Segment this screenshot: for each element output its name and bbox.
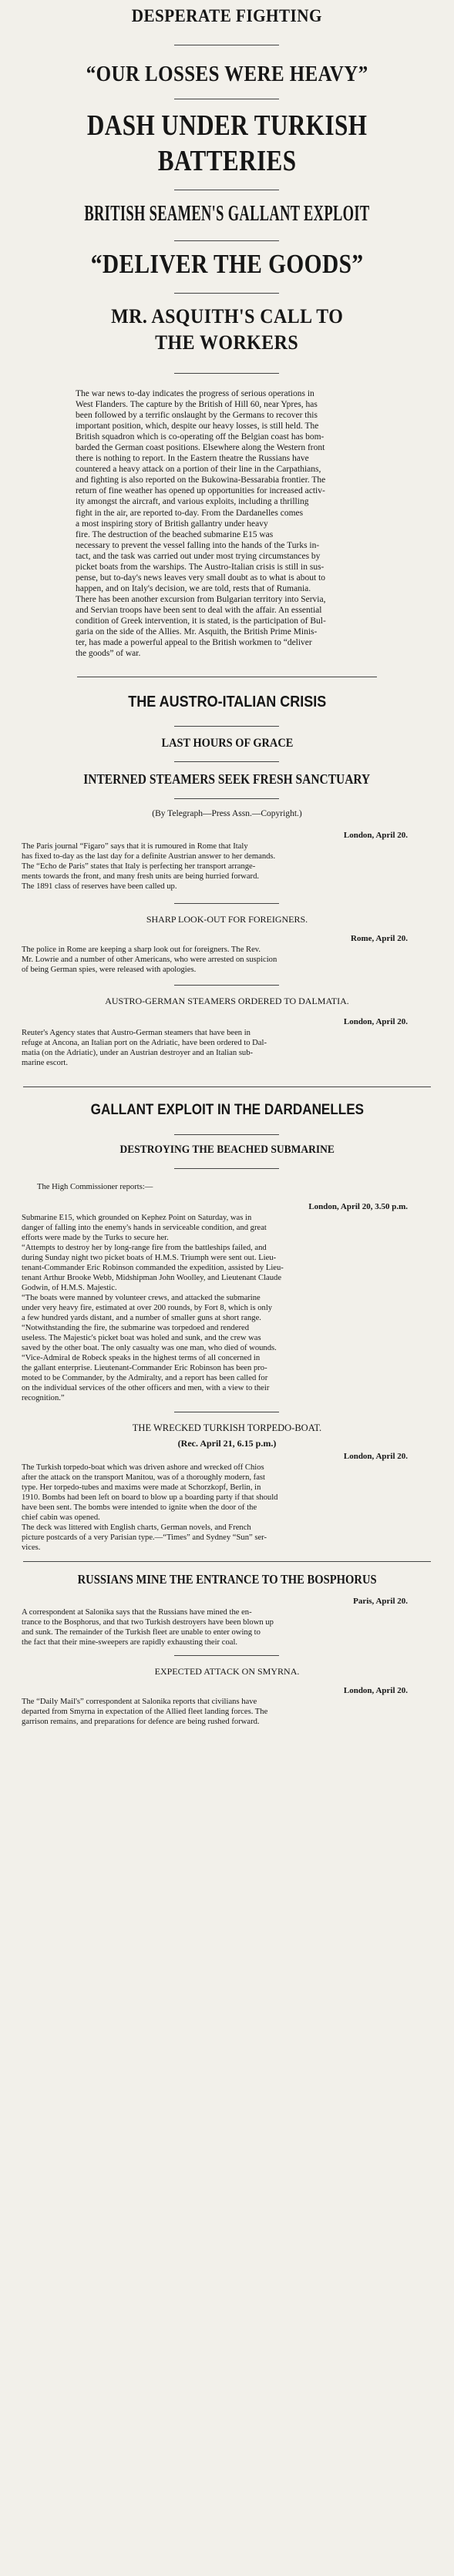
text-line: marine escort. [22,1059,69,1067]
divider-rule [174,293,279,294]
text-line: chief cabin was opened. [22,1513,100,1522]
text-line: “Notwithstanding the fire, the submarine was torpedoed and rendered [22,1324,250,1332]
text-line: under very heavy fire, estimated at over 200 rounds, by Fort 8, which is only [22,1304,273,1312]
dardanelles-paragraph-e15 [22,1213,429,1403]
text-line: condition of Greek intervention, it is stated, is the participation of Bul- [76,616,326,626]
divider-rule [23,1086,431,1087]
text-line: Godwin, of H.M.S. Majestic. [22,1284,117,1292]
text-line: 1910. Bombs had been left on board to blow up a boarding party if that should [22,1493,278,1502]
text-line: matia (on the Adriatic), under an Austrian destroyer and an Italian sub- [22,1049,254,1057]
crisis-date-london: London, April 20. [343,831,408,840]
divider-rule [174,240,279,241]
text-line: garrison remains, and preparations for defence are being rushed forward. [22,1718,260,1726]
dardanelles-subtitle: DESTROYING THE BEACHED SUBMARINE [119,1144,335,1156]
text-line: has fixed to-day as the last day for a definite Austrian answer to her demands. [22,852,276,861]
text-line: “The boats were manned by volunteer crews, and attacked the submarine [22,1294,261,1302]
headline-our-losses: “OUR LOSSES WERE HEAVY” [86,62,368,86]
text-line: tenant-Commander Eric Robinson commanded the expedition, assisted by Lieu- [22,1264,284,1272]
text-line: pense, but to-day's news leaves very small doubt as to what is about to [76,573,326,583]
crisis-subtitle: LAST HOURS OF GRACE [161,737,293,750]
crisis-title: THE AUSTRO-ITALIAN CRISIS [127,694,326,710]
crisis-date-london-2: London, April 20. [343,1017,408,1026]
text-line: picture postcards of a very Parisian type.—“Times” and Sydney “Sun” ser- [22,1533,267,1542]
bosphorus-date-paris: Paris, April 20. [353,1597,408,1606]
text-line: of being German spies, were released with apologies. [22,966,197,974]
text-line: The Paris journal “Figaro” says that it is rumoured in Rome that Italy [22,842,248,851]
text-line: vices. [22,1543,41,1552]
headline-dash-under-turkish: DASH UNDER TURKISH [86,109,368,142]
divider-rule [174,798,279,799]
dardanelles-intro: The High Commissioner reports:— [37,1183,153,1191]
bosphorus-date-london: London, April 20. [343,1686,408,1695]
lead-summary [76,388,385,659]
bosphorus-sub-smyrna: EXPECTED ATTACK ON SMYRNA. [154,1666,300,1677]
text-line: after the attack on the transport Manitou, was of a thoroughly modern, fast [22,1473,265,1482]
text-line: “Attempts to destroy her by long-range fire from the battleships failed, and [22,1244,267,1252]
text-line: fight in the air, are reported to-day. From the Dardanelles comes [76,508,304,518]
headline-the-workers: THE WORKERS [155,331,299,354]
divider-rule [174,1655,279,1656]
text-line: a most inspiring story of British gallantry under heavy [76,519,268,529]
divider-rule [174,726,279,727]
text-line: the fact that their mine-sweepers are rapidly exhausting their coal. [22,1638,238,1647]
dardanelles-paragraph-torpedo-boat [22,1463,429,1553]
text-line: The deck was littered with English charts, German novels, and French [22,1523,251,1532]
divider-rule [174,985,279,986]
divider-rule [174,1134,279,1135]
text-line: barded the German coast positions. Elsewhere along the Western front [76,443,325,453]
text-line: danger of falling into the enemy's hands in serviceable condition, and great [22,1224,267,1232]
text-line: picket boats from the warships. The Austro-Italian crisis is still in sus- [76,562,325,572]
text-line: and sunk. The remainder of the Turkish fleet are unable to enter owing to [22,1628,261,1637]
text-line: Submarine E15, which grounded on Kephez Point on Saturday, was in [22,1214,252,1222]
text-line: tenant Arthur Brooke Webb, Midshipman John Woolley, and Lieutenant Claude [22,1274,282,1282]
headline-asquith-call: MR. ASQUITH'S CALL TO [110,305,344,327]
text-line: departed from Smyrna in expectation of the Allied fleet landing forces. The [22,1708,268,1716]
crisis-date-rome: Rome, April 20. [351,934,408,943]
bosphorus-paragraph-smyrna [22,1697,429,1727]
text-line: “Vice-Admiral de Robeck speaks in the highest terms of all concerned in [22,1354,261,1362]
dardanelles-sub-torpedo-boat: THE WRECKED TURKISH TORPEDO-BOAT. [132,1422,322,1433]
text-line: The police in Rome are keeping a sharp look out for foreigners. The Rev. [22,945,261,954]
headline-desperate-fighting: DESPERATE FIGHTING [131,6,323,25]
text-line: refuge at Ancona, an Italian port on the Adriatic, have been ordered to Dal- [22,1039,267,1047]
text-line: moted to be Commander, by the Admiralty, and a report has been called for [22,1374,268,1382]
text-line: tact, and the task was carried out under most trying circumstances by [76,551,321,561]
crisis-paragraph-reuter [22,1028,429,1068]
text-line: been followed by a terrific onslaught by the Germans to recover this [76,411,318,421]
crisis-sub-dalmatia: AUSTRO-GERMAN STEAMERS ORDERED TO DALMATIA. [105,996,349,1006]
text-line: The 1891 class of reserves have been called up. [22,882,177,891]
text-line: Mr. Lowrie and a number of other Americans, who were arrested on suspicion [22,956,277,964]
crisis-banner: INTERNED STEAMERS SEEK FRESH SANCTUARY [83,771,371,787]
text-line: West Flanders. The capture by the British of Hill 60, near Ypres, has [76,400,318,410]
text-line: British squadron which is co-operating off the Belgian coast has bom- [76,432,325,442]
headline-british-seamen: BRITISH SEAMEN'S GALLANT EXPLOIT [84,202,370,226]
text-line: a few hundred yards distant, and a number of smaller guns at short range. [22,1314,261,1322]
text-line: ments towards the front, and many fresh units are being hurried forward. [22,872,260,881]
text-line: trance to the Bosphorus, and that two Turkish destroyers have been blown up [22,1618,274,1627]
text-line: The “Daily Mail's” correspondent at Salonika reports that civilians have [22,1698,257,1706]
divider-rule [174,903,279,904]
text-line: and fighting is also reported on the Bukowina-Bessarabia frontier. The [76,475,326,485]
text-line: The war news to-day indicates the progress of serious operations in [76,389,314,398]
dardanelles-title: GALLANT EXPLOIT IN THE DARDANELLES [90,1102,364,1118]
dardanelles-date-london: London, April 20, 3.50 p.m. [308,1202,408,1211]
dardanelles-date-london-2: London, April 20. [343,1452,408,1461]
text-line: necessary to prevent the vessel falling into the hands of the Turks in- [76,540,320,550]
crisis-byline: (By Telegraph—Press Assn.—Copyright.) [152,809,302,818]
text-line: Reuter's Agency states that Austro-German steamers that have been in [22,1029,251,1037]
text-line: There has been another excursion from Bulgarian territory into Servia, [76,594,326,604]
text-line: happen, and on Italy's decision, we are told, rests that of Rumania. [76,583,311,593]
divider-rule [174,761,279,762]
text-line: there is nothing to report. In the Eastern theatre the Russians have [76,454,309,464]
text-line: ity amongst the aircraft, and various exploits, including a thrilling [76,497,309,507]
text-line: the goods” of war. [76,649,141,659]
text-line: The “Echo de Paris” states that Italy is perfecting her transport arrange- [22,862,256,871]
text-line: and Servian troops have been sent to deal with the affair. An essential [76,605,322,615]
bosphorus-paragraph-mines [22,1607,429,1647]
text-line: recognition.” [22,1394,65,1402]
text-line: efforts were made by the Turks to secure her. [22,1234,169,1242]
text-line: the gallant enterprise. Lieutenant-Commander Eric Robinson has been pro- [22,1364,267,1372]
dardanelles-date-received: (Rec. April 21, 6.15 p.m.) [177,1438,277,1449]
divider-rule [174,373,279,374]
text-line: useless. The Majestic's picket boat was holed and sunk, and the crew was [22,1334,261,1342]
text-line: countered a heavy attack on a portion of their line in the Carpathians, [76,465,321,475]
divider-rule [23,1561,431,1562]
text-line: return of fine weather has opened up opportunities for increased activ- [76,486,325,496]
crisis-sub-foreigners: SHARP LOOK-OUT FOR FOREIGNERS. [146,914,308,925]
crisis-paragraph-police [22,945,429,975]
bosphorus-title: RUSSIANS MINE THE ENTRANCE TO THE BOSPHORUS [77,1572,377,1587]
divider-rule [174,1168,279,1169]
text-line: have been sent. The bombs were intended to ignite when the door of the [22,1503,257,1512]
text-line: The Turkish torpedo-boat which was driven ashore and wrecked off Chios [22,1463,264,1472]
crisis-paragraph-figaro [22,841,429,892]
text-line: on the individual services of the other officers and men, with a view to their [22,1384,270,1392]
text-line: saved by the other boat. The only casualty was one man, who died of wounds. [22,1344,277,1352]
headline-batteries: BATTERIES [157,145,297,177]
text-line: A correspondent at Salonika says that the Russians have mined the en- [22,1608,252,1617]
text-line: fire. The destruction of the beached submarine E15 was [76,529,274,539]
headline-deliver-the-goods: “DELIVER THE GOODS” [90,249,364,279]
text-line: type. Her torpedo-tubes and maxims were made at Schorzkopf, Berlin, in [22,1483,261,1492]
text-line: ter, has made a powerful appeal to the British workmen to “deliver [76,638,312,648]
text-line: important position, which, despite our heavy losses, is still held. The [76,421,319,432]
text-line: garia on the side of the Allies. Mr. Asquith, the British Prime Minis- [76,627,318,637]
text-line: during Sunday night two picket boats of H.M.S. Triumph were sent out. Lieu- [22,1254,277,1262]
